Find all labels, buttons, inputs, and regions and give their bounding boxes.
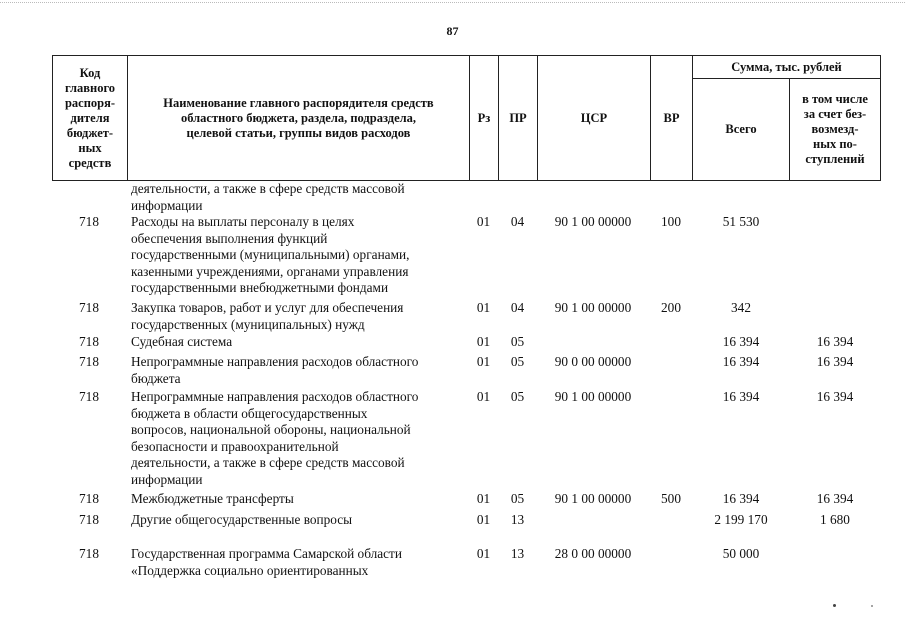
row-3-pr: 05	[510, 334, 525, 349]
row-7-pr: 13	[510, 512, 525, 527]
row-1-rz: 01	[476, 214, 491, 229]
header-vr: ВР	[650, 55, 693, 181]
row-1-vr: 100	[661, 214, 681, 229]
header-incl: в том числе за счет без- возмезд- ных по- ступлений	[789, 78, 881, 181]
row-7-rz: 01	[476, 512, 491, 527]
header-sum: Сумма, тыс. рублей	[692, 55, 881, 79]
row-5-kod: 718	[79, 389, 99, 404]
row-8-csr: 28 0 00 00000	[554, 546, 632, 561]
row-1-name: Расходы на выплаты персоналу в целях обеспечения выполнения функций государственными (муниципальными) органами, казенными учреждениями, органами управления государственными внебюджетными фондами	[131, 214, 410, 296]
row-5-total: 16 394	[722, 389, 760, 404]
row-5-name: Непрограммные направления расходов областного бюджета в области общегосударственных вопросов, национальной обороны, национальной безопасности и правоохранительной деятельности, а также в сфере средств массовой информации	[131, 389, 419, 487]
row-8-pr: 13	[510, 546, 525, 561]
row-6-incl: 16 394	[816, 491, 854, 506]
row-4-name: Непрограммные направления расходов областного бюджета	[131, 354, 419, 386]
row-4-total: 16 394	[722, 354, 760, 369]
row-2-csr: 90 1 00 00000	[554, 300, 632, 315]
page-number: 87	[446, 24, 459, 38]
row-0-name: деятельности, а также в сфере средств массовой информации	[131, 181, 405, 213]
row-5-incl: 16 394	[816, 389, 854, 404]
row-3-rz: 01	[476, 334, 491, 349]
row-4-incl: 16 394	[816, 354, 854, 369]
row-2-total: 342	[731, 300, 751, 315]
row-2-kod: 718	[79, 300, 99, 315]
row-4-pr: 05	[510, 354, 525, 369]
row-6-rz: 01	[476, 491, 491, 506]
row-5-pr: 05	[510, 389, 525, 404]
row-1-csr: 90 1 00 00000	[554, 214, 632, 229]
row-8-total: 50 000	[722, 546, 760, 561]
row-2-vr: 200	[661, 300, 681, 315]
header-total: Всего	[692, 78, 790, 181]
row-6-name: Межбюджетные трансферты	[131, 491, 294, 506]
row-7-incl: 1 680	[820, 512, 850, 527]
scan-edge-line	[0, 2, 905, 3]
row-6-kod: 718	[79, 491, 99, 506]
row-8-rz: 01	[476, 546, 491, 561]
row-2-pr: 04	[510, 300, 525, 315]
row-1-pr: 04	[510, 214, 525, 229]
row-3-kod: 718	[79, 334, 99, 349]
row-3-incl: 16 394	[816, 334, 854, 349]
row-4-kod: 718	[79, 354, 99, 369]
scan-speck	[833, 604, 836, 607]
row-4-rz: 01	[476, 354, 491, 369]
row-5-rz: 01	[476, 389, 491, 404]
row-6-csr: 90 1 00 00000	[554, 491, 632, 506]
row-7-kod: 718	[79, 512, 99, 527]
row-5-csr: 90 1 00 00000	[554, 389, 632, 404]
row-3-total: 16 394	[722, 334, 760, 349]
row-7-name: Другие общегосударственные вопросы	[131, 512, 353, 527]
row-6-vr: 500	[661, 491, 681, 506]
scan-speck	[871, 605, 873, 607]
header-csr: ЦСР	[537, 55, 651, 181]
row-4-csr: 90 0 00 00000	[554, 354, 632, 369]
header-name: Наименование главного распорядителя средств областного бюджета, раздела, подраздела, целевой статьи, группы видов расходов	[127, 55, 470, 181]
row-7-total: 2 199 170	[714, 512, 768, 527]
row-6-total: 16 394	[722, 491, 760, 506]
header-kod: Код главного распоря- дителя бюджет- ных средств	[52, 55, 128, 181]
row-8-name: Государственная программа Самарской области «Поддержка социально ориентированных	[131, 546, 402, 578]
header-rz: Рз	[469, 55, 499, 181]
header-pr: ПР	[498, 55, 538, 181]
row-6-pr: 05	[510, 491, 525, 506]
row-3-name: Судебная система	[131, 334, 233, 349]
row-2-name: Закупка товаров, работ и услуг для обеспечения государственных (муниципальных) нужд	[131, 300, 404, 332]
row-2-rz: 01	[476, 300, 491, 315]
row-1-total: 51 530	[722, 214, 760, 229]
row-8-kod: 718	[79, 546, 99, 561]
row-1-kod: 718	[79, 214, 99, 229]
